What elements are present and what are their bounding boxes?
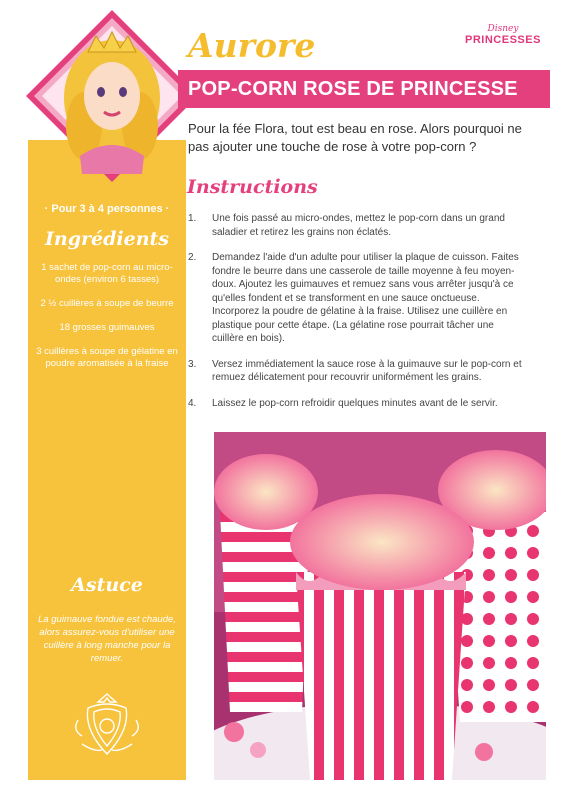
step-text: Demandez l'aide d'un adulte pour utiliser la plaque de cuisson. Faites fondre le beurre dans une casserole de taille moyenne à feu moyen-doux. Ajoutez les guimauves et remuez sans vous arrêter jusqu'à ce qu'elles fondent et se transforment en une sauce onctueuse. Incorporez la poudre de gélatine à la fraise. Utilisez une cuillère en plastique pour cette étape. (La gélatine rose pourrait tâcher une cuillère en bois). [212,252,519,344]
character-name: Aurore [188,26,316,65]
intro-text: Pour la fée Flora, tout est beau en rose. Alors pourquoi ne pas ajouter une touche de rose à votre pop-corn ? [188,121,522,154]
popcorn-photo [214,432,546,780]
instructions-heading: Instructions [187,176,318,198]
ingredients-heading: Ingrédients [45,228,169,250]
step-text: Laissez le pop-corn refroidir quelques minutes avant de le servir. [212,397,498,409]
ingredient-item: 18 grosses guimauves [59,322,155,333]
recipe-title: POP-CORN ROSE DE PRINCESSE [188,78,518,100]
instruction-step [188,358,528,385]
ingredient-item: 3 cuillères à soupe de gélatine en poudre aromatisée à la fraise [36,346,178,369]
brand-princesses: PRINCESSES [465,34,541,46]
instruction-step [188,251,528,346]
step-number: 4. [188,397,197,409]
step-number: 2. [188,252,197,263]
instructions-list [188,212,528,422]
step-text: Une fois passé au micro-ondes, mettez le pop-corn dans un grand saladier et retirez les grains non éclatés. [212,213,505,238]
instruction-step [188,397,528,411]
step-number: 3. [188,358,197,370]
tip-heading: Astuce [71,574,143,596]
instruction-step [188,212,528,239]
crest-icon [68,690,146,760]
serving-size: · Pour 3 à 4 personnes · [44,203,170,215]
disney-princess-logo [458,24,548,46]
step-number: 1. [188,213,197,224]
step-text: Versez immédiatement la sauce rose à la guimauve sur le pop-corn et remuez délicatement pour recouvrir uniformément les grains. [212,358,522,383]
ingredient-item: 1 sachet de pop-corn au micro-ondes (environ 6 tasses) [41,262,173,285]
ingredient-item: 2 ½ cuillères à soupe de beurre [40,298,174,309]
tip-text: La guimauve fondue est chaude, alors assurez-vous d'utiliser une cuillère à long manche pour la remuer. [38,614,176,664]
brand-disney: Disney [487,24,519,34]
ingredients-list [34,262,180,382]
princess-portrait [22,6,202,186]
